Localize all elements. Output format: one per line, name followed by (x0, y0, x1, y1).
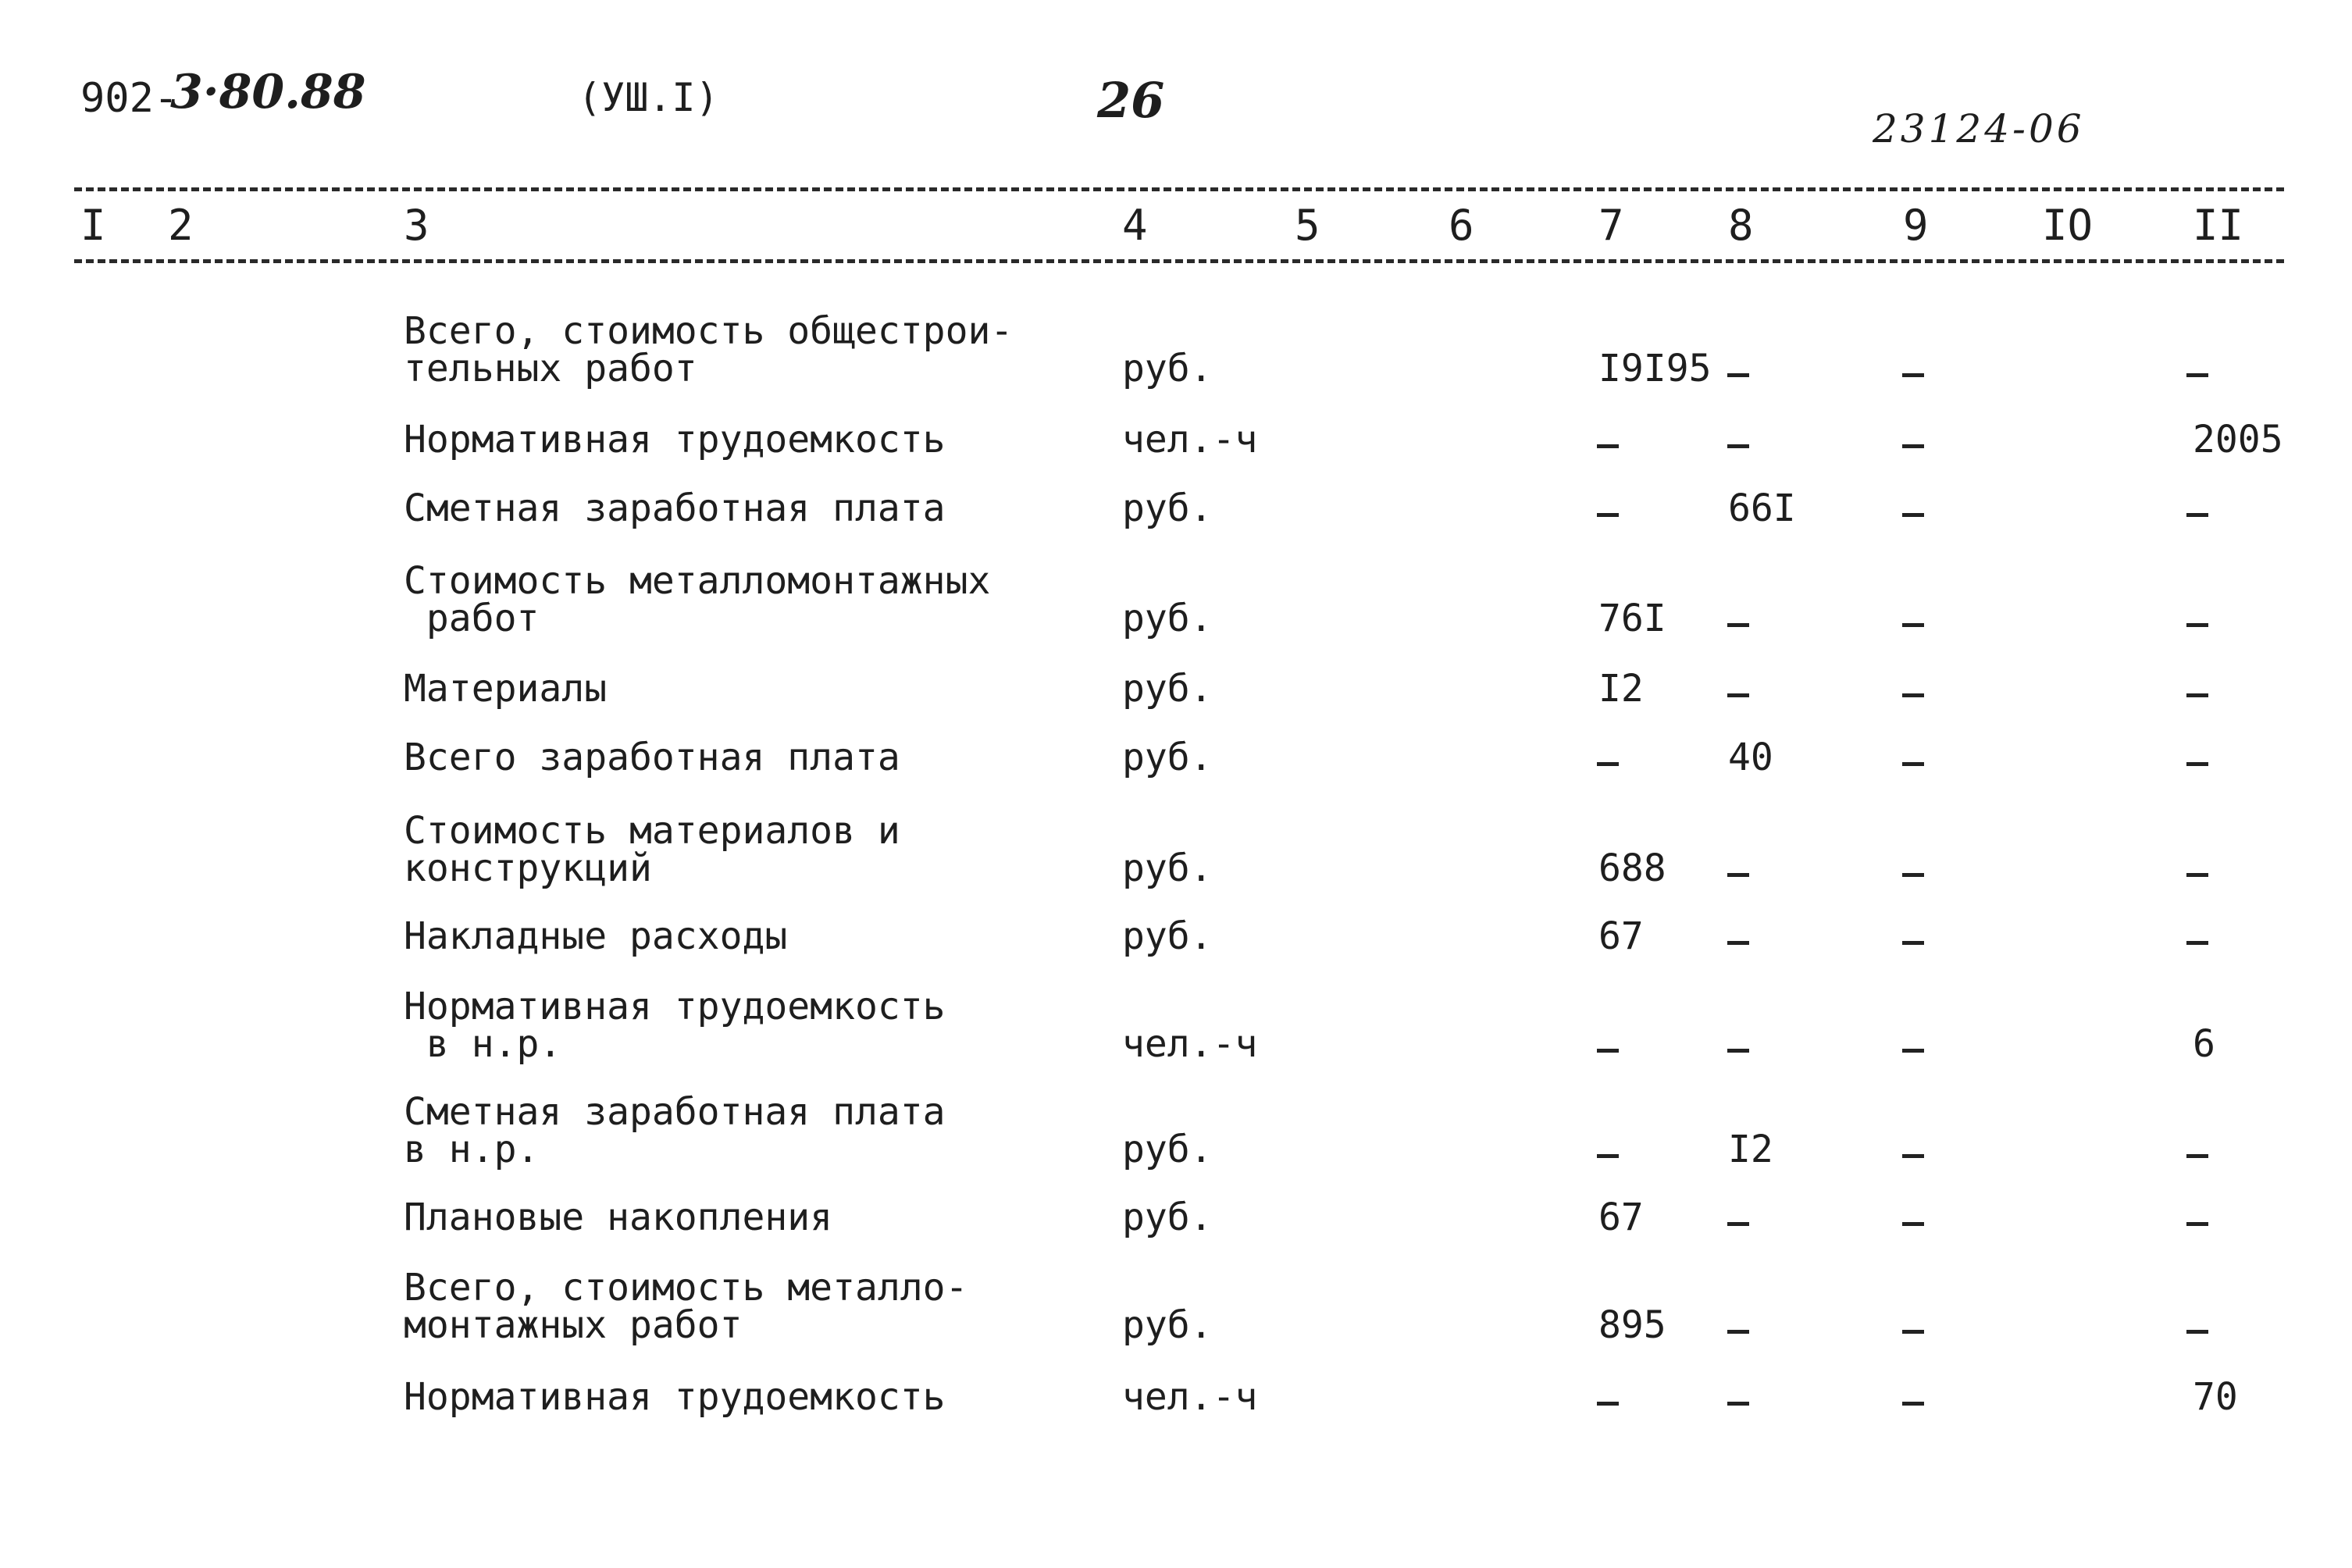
row-value-c8: 40 (1728, 736, 1773, 779)
row-unit: руб. (1122, 347, 1213, 390)
row-label: Стоимость металломонтажных работ (404, 559, 991, 640)
row-unit: руб. (1122, 667, 1213, 711)
row-unit: руб. (1122, 1196, 1213, 1239)
row-label: Всего, стоимость общестрои- тельных работ (404, 309, 1014, 390)
empty-cell-dash (2186, 373, 2208, 377)
empty-cell-dash (1727, 873, 1749, 877)
empty-cell-dash (1902, 762, 1924, 766)
column-header-3: 3 (404, 201, 429, 250)
row-unit: руб. (1122, 1303, 1213, 1347)
inventory-number: 23124-06 (1873, 106, 2085, 151)
document-code-prefix: 902- (80, 75, 179, 122)
row-unit: руб. (1122, 846, 1213, 890)
row-label: Нормативная трудоемкость (404, 418, 946, 461)
header-rule-bottom (74, 259, 2284, 263)
page-number: 26 (1097, 72, 1165, 129)
column-header-4: 4 (1122, 201, 1148, 250)
empty-cell-dash (2186, 1154, 2208, 1158)
row-value-c7: 67 (1598, 914, 1644, 958)
column-header-9: 9 (1903, 201, 1929, 250)
row-value-c8: I2 (1728, 1128, 1773, 1171)
row-value-c7: 76I (1598, 597, 1666, 640)
row-value-c7: 67 (1598, 1196, 1644, 1239)
row-unit: чел.-ч (1122, 1375, 1258, 1419)
document-code-handwritten: 3·80.88 (170, 65, 366, 119)
row-value-c7: I2 (1598, 667, 1644, 711)
row-unit: руб. (1122, 1128, 1213, 1171)
empty-cell-dash (1727, 1402, 1749, 1406)
empty-cell-dash (1902, 873, 1924, 877)
column-header-11: II (2193, 201, 2244, 250)
empty-cell-dash (2186, 1330, 2208, 1334)
row-label: Всего, стоимость металло- монтажных работ (404, 1266, 968, 1347)
column-header-8: 8 (1728, 201, 1754, 250)
empty-cell-dash (1902, 1402, 1924, 1406)
empty-cell-dash (1902, 444, 1924, 448)
empty-cell-dash (1597, 762, 1619, 766)
empty-cell-dash (1597, 513, 1619, 517)
empty-cell-dash (1727, 941, 1749, 945)
empty-cell-dash (1727, 623, 1749, 627)
empty-cell-dash (1727, 373, 1749, 377)
empty-cell-dash (1597, 444, 1619, 448)
empty-cell-dash (1597, 1154, 1619, 1158)
column-header-5: 5 (1295, 201, 1320, 250)
empty-cell-dash (2186, 873, 2208, 877)
empty-cell-dash (1902, 1222, 1924, 1226)
row-value-c11: 2005 (2193, 418, 2283, 461)
row-unit: руб. (1122, 486, 1213, 530)
row-label: Нормативная трудоемкость в н.р. (404, 985, 946, 1066)
row-value-c11: 70 (2193, 1375, 2238, 1419)
column-header-6: 6 (1449, 201, 1474, 250)
row-value-c7: 895 (1598, 1303, 1666, 1347)
row-label: Всего заработная плата (404, 736, 900, 779)
empty-cell-dash (1902, 941, 1924, 945)
row-value-c8: 66I (1728, 486, 1796, 530)
column-header-10: IO (2042, 201, 2094, 250)
row-label: Накладные расходы (404, 914, 788, 958)
empty-cell-dash (1902, 1154, 1924, 1158)
row-unit: руб. (1122, 736, 1213, 779)
row-label: Плановые накопления (404, 1196, 833, 1239)
empty-cell-dash (1902, 693, 1924, 697)
section-label: (УШ.I) (578, 75, 719, 120)
empty-cell-dash (1597, 1049, 1619, 1053)
empty-cell-dash (1727, 444, 1749, 448)
header-rule-top (74, 187, 2284, 191)
empty-cell-dash (1727, 1330, 1749, 1334)
empty-cell-dash (1902, 513, 1924, 517)
row-label: Нормативная трудоемкость (404, 1375, 946, 1419)
empty-cell-dash (2186, 941, 2208, 945)
empty-cell-dash (1727, 1049, 1749, 1053)
row-unit: руб. (1122, 914, 1213, 958)
row-value-c7: 688 (1598, 846, 1666, 890)
row-unit: чел.-ч (1122, 418, 1258, 461)
row-label: Стоимость материалов и конструкций (404, 809, 900, 890)
empty-cell-dash (2186, 623, 2208, 627)
row-label: Материалы (404, 667, 608, 711)
empty-cell-dash (2186, 1222, 2208, 1226)
row-value-c11: 6 (2193, 1022, 2215, 1066)
row-label: Сметная заработная плата в н.р. (404, 1090, 946, 1171)
empty-cell-dash (2186, 762, 2208, 766)
empty-cell-dash (2186, 513, 2208, 517)
empty-cell-dash (1902, 1330, 1924, 1334)
empty-cell-dash (1902, 373, 1924, 377)
row-unit: чел.-ч (1122, 1022, 1258, 1066)
empty-cell-dash (1727, 693, 1749, 697)
empty-cell-dash (1597, 1402, 1619, 1406)
row-unit: руб. (1122, 597, 1213, 640)
empty-cell-dash (1902, 1049, 1924, 1053)
empty-cell-dash (1902, 623, 1924, 627)
column-header-1: I (80, 201, 106, 250)
empty-cell-dash (2186, 693, 2208, 697)
empty-cell-dash (1727, 1222, 1749, 1226)
row-value-c7: I9I95 (1598, 347, 1712, 390)
column-header-2: 2 (168, 201, 194, 250)
row-label: Сметная заработная плата (404, 486, 946, 530)
column-header-7: 7 (1598, 201, 1624, 250)
